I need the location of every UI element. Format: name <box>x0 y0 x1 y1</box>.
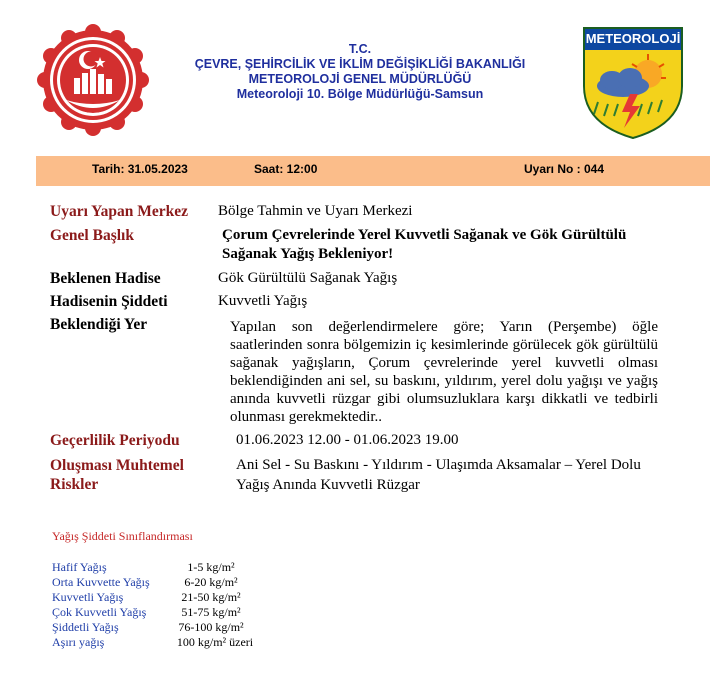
risks-label-line2: Riskler <box>50 476 99 493</box>
risks-value-line2: Yağış Anında Kuvvetli Rüzgar <box>236 477 420 493</box>
ministry-logo <box>36 20 150 142</box>
classification-row-value: 76-100 kg/m² <box>178 620 244 634</box>
classification-title: Yağış Şiddeti Sınıflandırması <box>52 529 193 543</box>
warning-number: Uyarı No : 044 <box>524 162 605 176</box>
header-line-region: Meteoroloji 10. Bölge Müdürlüğü-Samsun <box>236 87 484 101</box>
place-value: Yapılan son değerlendirmelere göre; Yarın (Perşembe) öğle saatlerinden sonra bölgemizin iç kesimlerinde görülecek gök gürültülü sağanak yağışların, Çorum çevrelerinde yerel kuvvetli olması beklendiğinden ani sel, su baskını, yıldırım, yerel dolu yağışı ve yağış anında kuvvetli rüzgar gibi olumsuzluklara karşı dikkatli ve tedbirli olunması gerekmektedir.. <box>230 319 658 425</box>
classification-row-value: 1-5 kg/m² <box>187 560 235 574</box>
title-value-line2: Sağanak Yağış Bekleniyor! <box>222 246 394 262</box>
warning-time: Saat: 12:00 <box>254 162 318 176</box>
severity-value: Kuvvetli Yağış <box>218 293 308 309</box>
classification-row-name: Şiddetli Yağış <box>52 620 119 634</box>
risks-label-line1: Oluşması Muhtemel <box>50 457 184 474</box>
risks-value-line1: Ani Sel - Su Baskını - Yıldırım - Ulaşımda Aksamalar – Yerel Dolu <box>236 457 641 473</box>
validity-label: Geçerlilik Periyodu <box>50 432 180 449</box>
issuer-label: Uyarı Yapan Merkez <box>50 203 189 220</box>
meteoroloji-logo <box>578 24 688 142</box>
classification-row-name: Çok Kuvvetli Yağış <box>52 605 147 619</box>
title-label: Genel Başlık <box>50 227 134 244</box>
classification-row-value: 6-20 kg/m² <box>184 575 238 589</box>
header-line-directorate: METEOROLOJİ GENEL MÜDÜRLÜĞÜ <box>248 72 472 86</box>
header-titles <box>150 42 570 102</box>
severity-label: Hadisenin Şiddeti <box>50 293 168 310</box>
classification-row-name: Aşırı yağış <box>52 635 105 649</box>
meteoroloji-logo-text: METEOROLOJİ <box>585 31 681 46</box>
classification-row-value: 100 kg/m² üzeri <box>176 635 254 649</box>
header-line-ministry: ÇEVRE, ŞEHİRCİLİK VE İKLİM DEĞİŞİKLİĞİ BAKANLIĞI <box>194 57 526 71</box>
title-value-line1: Çorum Çevrelerinde Yerel Kuvvetli Sağanak ve Gök Gürültülü <box>222 227 627 243</box>
event-label: Beklenen Hadise <box>50 270 161 287</box>
classification-row-name: Orta Kuvvette Yağış <box>52 575 150 589</box>
classification-row-name: Hafif Yağış <box>52 560 107 574</box>
issuer-value: Bölge Tahmin ve Uyarı Merkezi <box>218 203 413 219</box>
header-line-tc: T.C. <box>348 42 372 56</box>
validity-value: 01.06.2023 12.00 - 01.06.2023 19.00 <box>236 432 459 448</box>
classification-row-value: 51-75 kg/m² <box>181 605 241 619</box>
info-bar <box>36 156 710 186</box>
event-value: Gök Gürültülü Sağanak Yağış <box>218 270 398 286</box>
classification-row-name: Kuvvetli Yağış <box>52 590 124 604</box>
place-label: Beklendiği Yer <box>50 316 148 333</box>
warning-date: Tarih: 31.05.2023 <box>92 162 188 176</box>
classification-row-value: 21-50 kg/m² <box>181 590 241 604</box>
